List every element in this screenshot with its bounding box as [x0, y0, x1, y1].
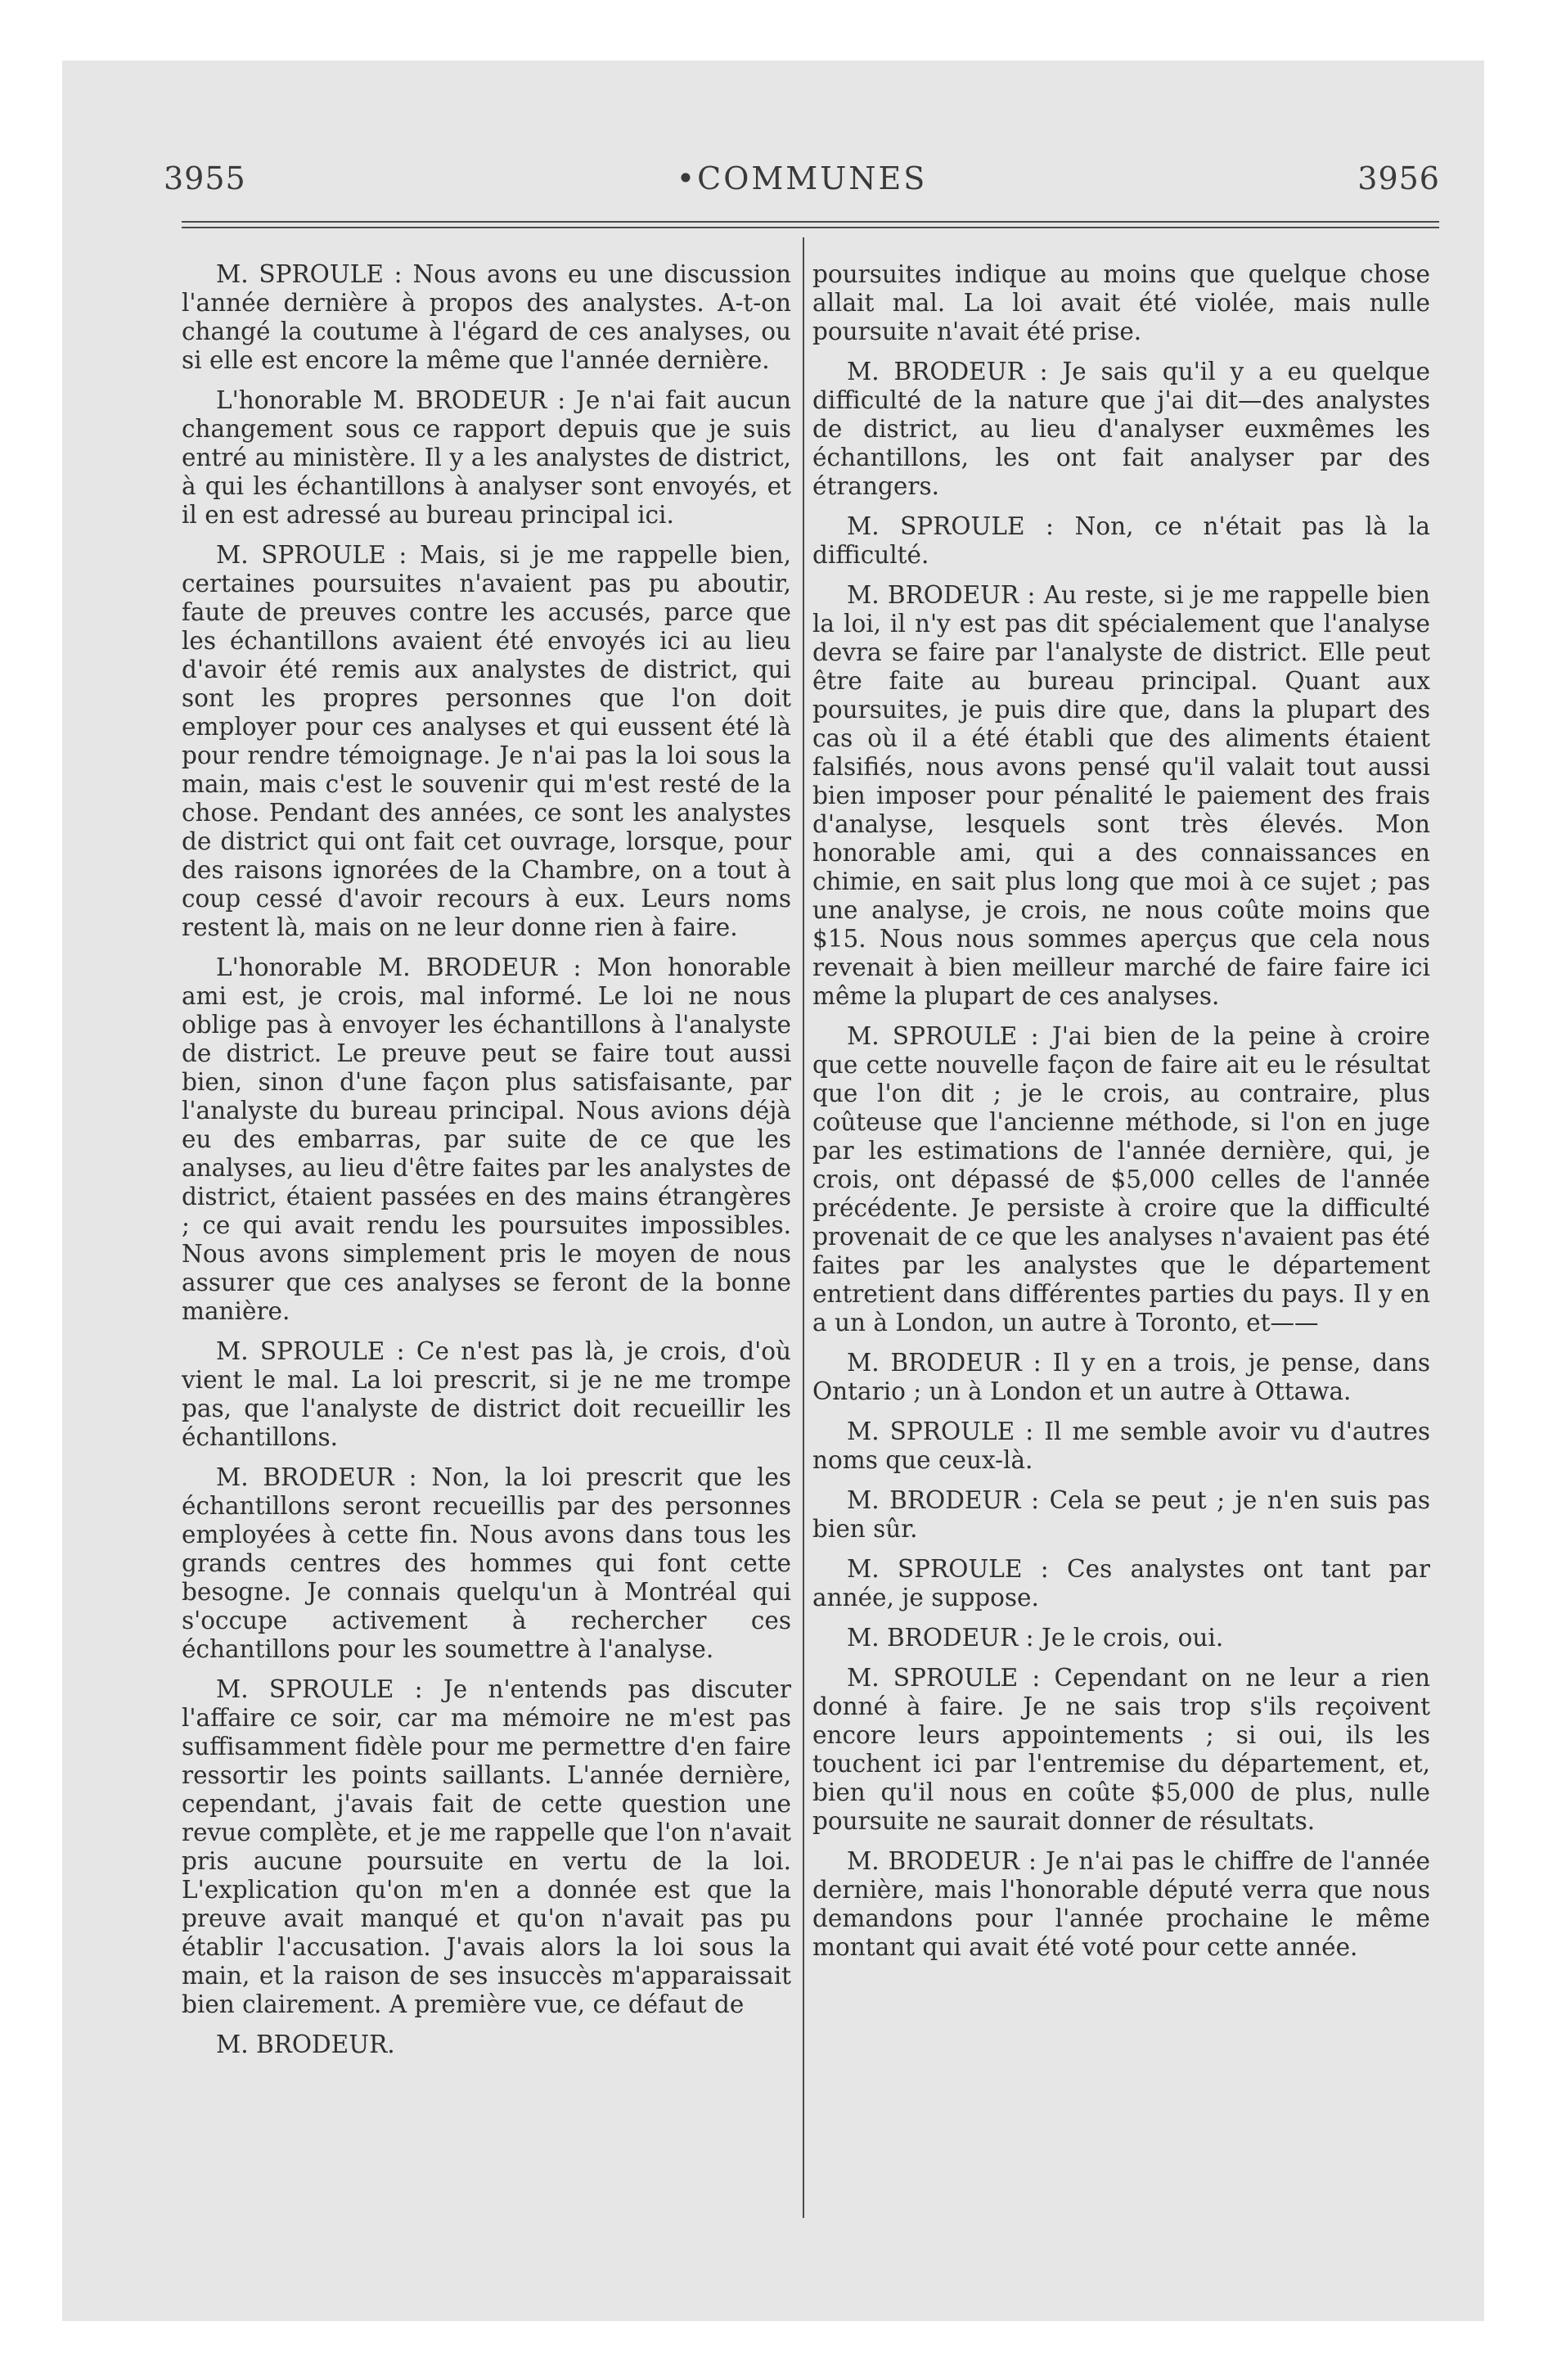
paragraph: M. SPROULE : J'ai bien de la peine à croire que cette nouvelle façon de faire ait eu le résultat que l'on dit ; je le crois, au contraire, plus coûteuse que l'ancienne méthode, si l'on en juge par les estimations de l'année dernière, qui, je crois, ont dépassé de $5,000 celles de l'année précédente. Je persiste à croire que la difficulté provenait de ce que les analyses n'avaient pas été faites par les analystes que le département entretient dans différentes parties du pays. Il y en a un à London, un autre à Toronto, et——	[812, 1022, 1430, 1336]
paragraph: M. SPROULE : Ces analystes ont tant par année, je suppose.	[812, 1555, 1430, 1611]
header-rule	[182, 221, 1439, 223]
speaker-signature: M. BRODEUR.	[216, 2031, 395, 2058]
page-number-right: 3956	[1357, 160, 1440, 196]
page-number-left: 3955	[164, 160, 246, 196]
paragraph: M. BRODEUR : Au reste, si je me rappelle bien la loi, il n'y est pas dit spécialement que l'analyse devra se faire par l'analyste de district. Elle peut être faite au bureau principal. Quant aux poursuites, je puis dire que, dans la plupart des cas où il a été établi que des aliments étaient falsifiés, nous avons pensé qu'il valait tout aussi bien imposer pour pénalité le paiement des frais d'analyse, lesquels sont très élevés. Mon honorable ami, qui a des connaissances en chimie, en sait plus long que moi à ce sujet ; pas une analyse, je crois, ne nous coûte moins que $15. Nous nous sommes aperçus que cela nous revenait à bien meilleur marché de faire faire ici même la plupart de ces analyses.	[812, 581, 1430, 1010]
right-column	[812, 260, 1430, 1973]
paragraph: M. SPROULE : Je n'entends pas discuter l'affaire ce soir, car ma mémoire ne m'est pas suffisamment fidèle pour me permettre d'en faire ressortir les points saillants. L'année dernière, cependant, j'avais fait de cette question une revue complète, et je me rappelle que l'on n'avait pris aucune poursuite en vertu de la loi. L'explication qu'on m'en a donnée est que la preuve avait manqué et qu'on n'avait pas pu établir l'accusation. J'avais alors la loi sous la main, et la raison de ses insuccès m'apparaissait bien clairement. A première vue, ce défaut de	[182, 1675, 791, 2018]
paragraph: M. SPROULE : Il me semble avoir vu d'autres noms que ceux-là.	[812, 1418, 1430, 1474]
paragraph: M. BRODEUR : Je le crois, oui.	[847, 1624, 1224, 1652]
paragraph: M. BRODEUR : Je sais qu'il y a eu quelque difficulté de la nature que j'ai dit—des analystes de district, au lieu d'analyser euxmêmes les échantillons, les ont fait analyser par des étrangers.	[812, 358, 1430, 500]
paragraph: L'honorable M. BRODEUR : Je n'ai fait aucun changement sous ce rapport depuis que je suis entré au ministère. Il y a les analystes de district, à qui les échantillons à analyser sont envoyés, et il en est adressé au bureau principal ici.	[182, 386, 791, 529]
paragraph: M. SPROULE : Nous avons eu une discussion l'année dernière à propos des analystes. A-t-on changé la coutume à l'égard de ces analyses, ou si elle est encore la même que l'année dernière.	[182, 260, 791, 374]
paragraph: M. SPROULE : Mais, si je me rappelle bien, certaines poursuites n'avaient pas pu aboutir, faute de preuves contre les accusés, parce que les échantillons avaient été envoyés ici au lieu d'avoir été remis aux analystes de district, qui sont les propres personnes que l'on doit employer pour ces analyses et qui eussent été là pour rendre témoignage. Je n'ai pas la loi sous la main, mais c'est le souvenir qui m'est resté de la chose. Pendant des années, ce sont les analystes de district qui ont fait cet ouvrage, lorsque, pour des raisons ignorées de la Chambre, on a tout à coup cessé d'avoir recours à eux. Leurs noms restent là, mais on ne leur donne rien à faire.	[182, 541, 791, 941]
paragraph: M. BRODEUR : Il y en a trois, je pense, dans Ontario ; un à London et un autre à Ottawa.	[812, 1349, 1430, 1405]
column-divider	[803, 237, 804, 2218]
paragraph: L'honorable M. BRODEUR : Mon honorable ami est, je crois, mal informé. Le loi ne nous oblige pas à envoyer les échantillons à l'analyste de district. Le preuve peut se faire tout aussi bien, sinon d'une façon plus satisfaisante, par l'analyste du bureau principal. Nous avions déjà eu des embarras, par suite de ce que les analyses, au lieu d'être faites par les analystes de district, étaient passées en des mains étrangères ; ce qui avait rendu les poursuites impossibles. Nous avons simplement pris le moyen de nous assurer que ces analyses se feront de la bonne manière.	[182, 953, 791, 1325]
paragraph: M. BRODEUR : Cela se peut ; je n'en suis pas bien sûr.	[812, 1486, 1430, 1543]
paragraph: M. SPROULE : Cependant on ne leur a rien donné à faire. Je ne sais trop s'ils reçoivent encore leurs appointements ; si oui, ils les touchent ici par l'entremise du département, et, bien qu'il nous en coûte $5,000 de plus, nulle poursuite ne saurait donner de résultats.	[812, 1664, 1430, 1835]
running-title: •COMMUNES	[676, 160, 928, 196]
left-column	[182, 260, 791, 2071]
header-rule-double	[182, 227, 1439, 228]
paragraph: M. SPROULE : Non, ce n'était pas là la difficulté.	[812, 512, 1430, 569]
paragraph: M. BRODEUR : Je n'ai pas le chiffre de l'année dernière, mais l'honorable député verra que nous demandons pour l'année prochaine le même montant qui avait été voté pour cette année.	[812, 1847, 1430, 1961]
page-header	[164, 160, 1440, 201]
paragraph: M. BRODEUR : Non, la loi prescrit que les échantillons seront recueillis par des personnes employées à cette fin. Nous avons dans tous les grands centres des hommes qui font cette besogne. Je connais quelqu'un à Montréal qui s'occupe activement à rechercher ces échantillons pour les soumettre à l'analyse.	[182, 1463, 791, 1663]
paragraph: M. SPROULE : Ce n'est pas là, je crois, d'où vient le mal. La loi prescrit, si je ne me trompe pas, que l'analyste de district doit recueillir les échantillons.	[182, 1337, 791, 1451]
paragraph: poursuites indique au moins que quelque chose allait mal. La loi avait été violée, mais nulle poursuite n'avait été prise.	[812, 260, 1430, 345]
